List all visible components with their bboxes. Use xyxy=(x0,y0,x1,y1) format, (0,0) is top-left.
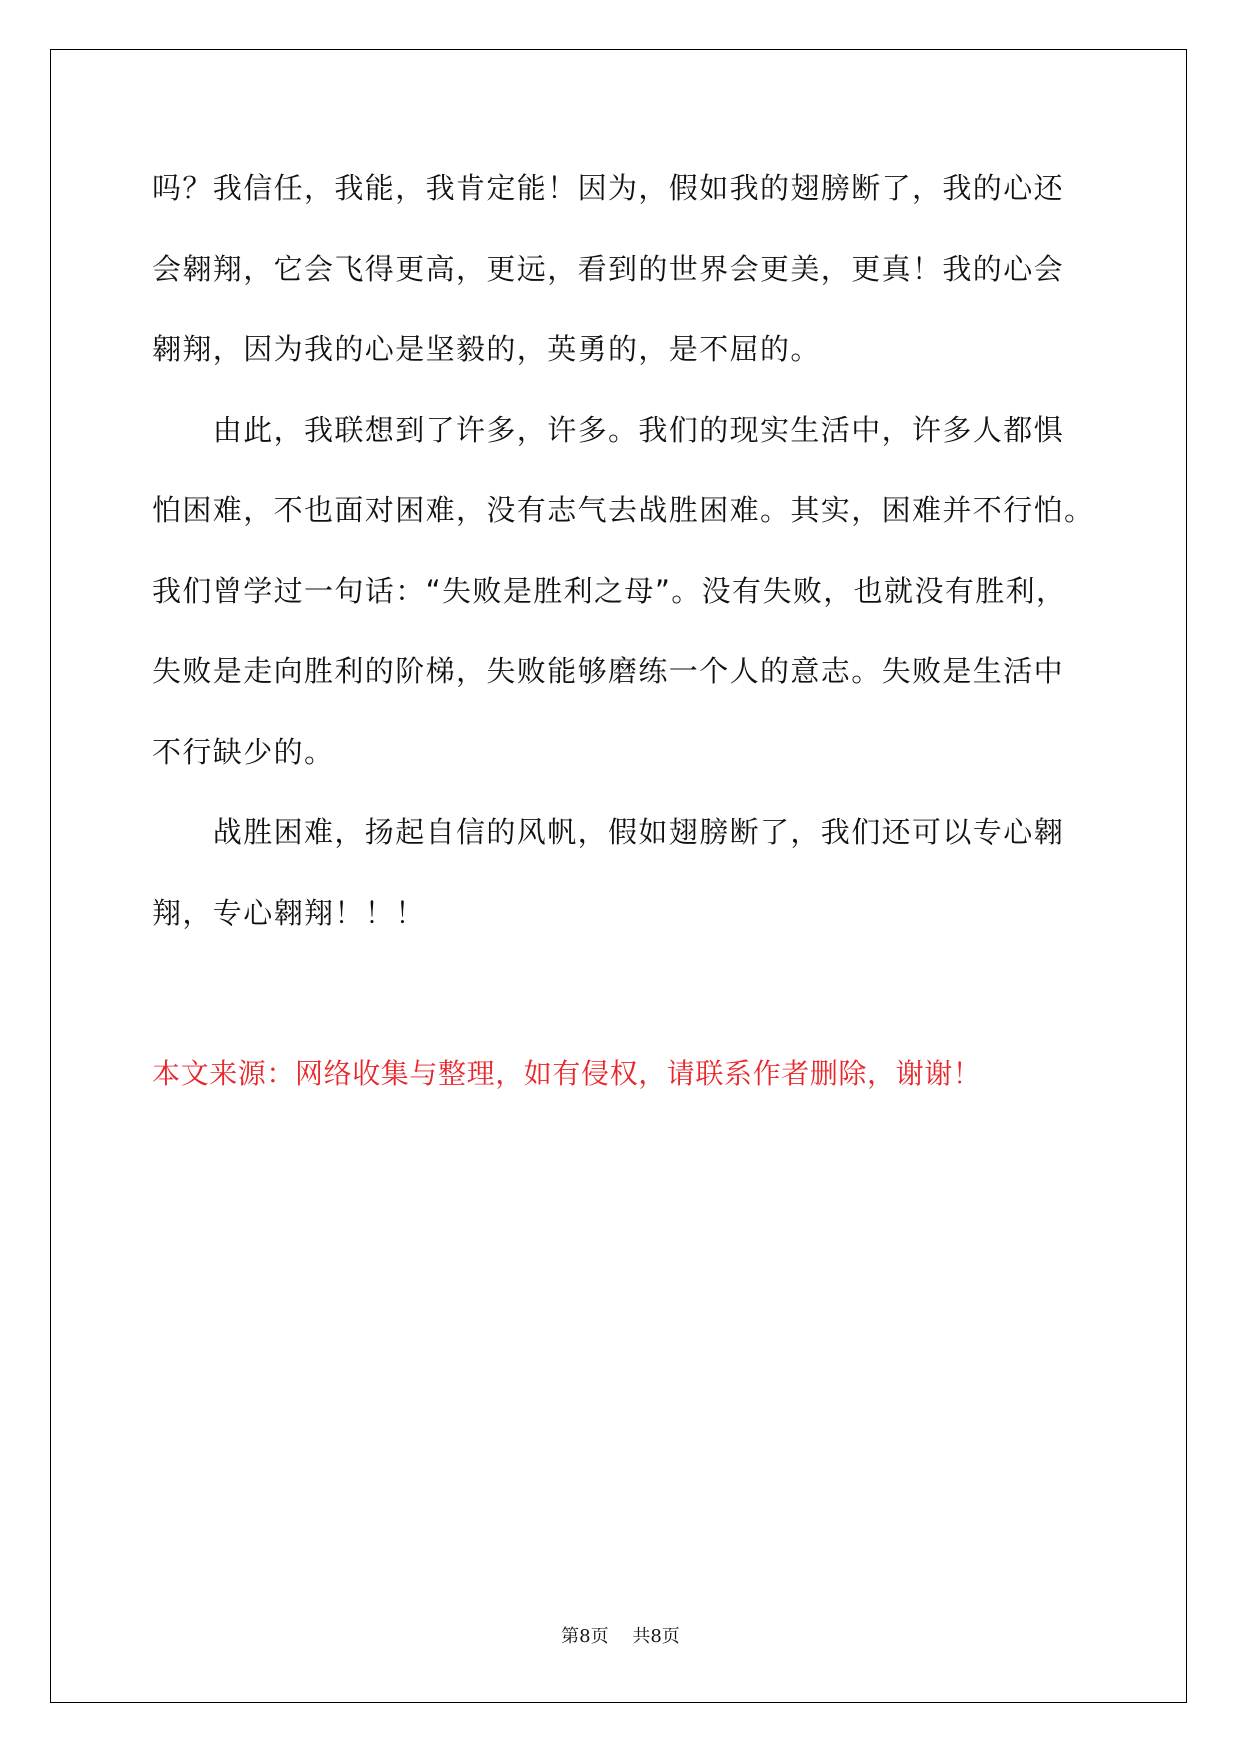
body-line-5: 怕困难，不也面对困难，没有志气去战胜困难。其实，困难并不行怕。 xyxy=(152,493,1095,527)
body-line-10: 翔，专心翱翔！！！ xyxy=(152,896,426,930)
body-line-2: 会翱翔，它会飞得更高，更远，看到的世界会更美，更真！我的心会 xyxy=(152,252,1065,286)
body-line-8: 不行缺少的。 xyxy=(152,735,335,769)
body-line-7: 失败是走向胜利的阶梯，失败能够磨练一个人的意志。失败是生活中 xyxy=(152,654,1065,688)
body-line-3: 翱翔，因为我的心是坚毅的，英勇的，是不屈的。 xyxy=(152,332,821,366)
body-line-9: 战胜困难，扬起自信的风帆，假如翅膀断了，我们还可以专心翱 xyxy=(152,815,1065,849)
body-line-6: 我们曾学过一句话：“失败是胜利之母”。没有失败，也就没有胜利， xyxy=(152,574,1067,608)
page-number-footer: 第8页 共8页 xyxy=(561,1626,680,1647)
page-border xyxy=(50,49,1187,1703)
body-line-1: 吗？我信任，我能，我肯定能！因为，假如我的翅膀断了，我的心还 xyxy=(152,171,1065,205)
body-line-4: 由此，我联想到了许多，许多。我们的现实生活中，许多人都惧 xyxy=(152,413,1065,447)
source-notice: 本文来源：网络收集与整理，如有侵权，请联系作者删除，谢谢！ xyxy=(152,1057,982,1090)
